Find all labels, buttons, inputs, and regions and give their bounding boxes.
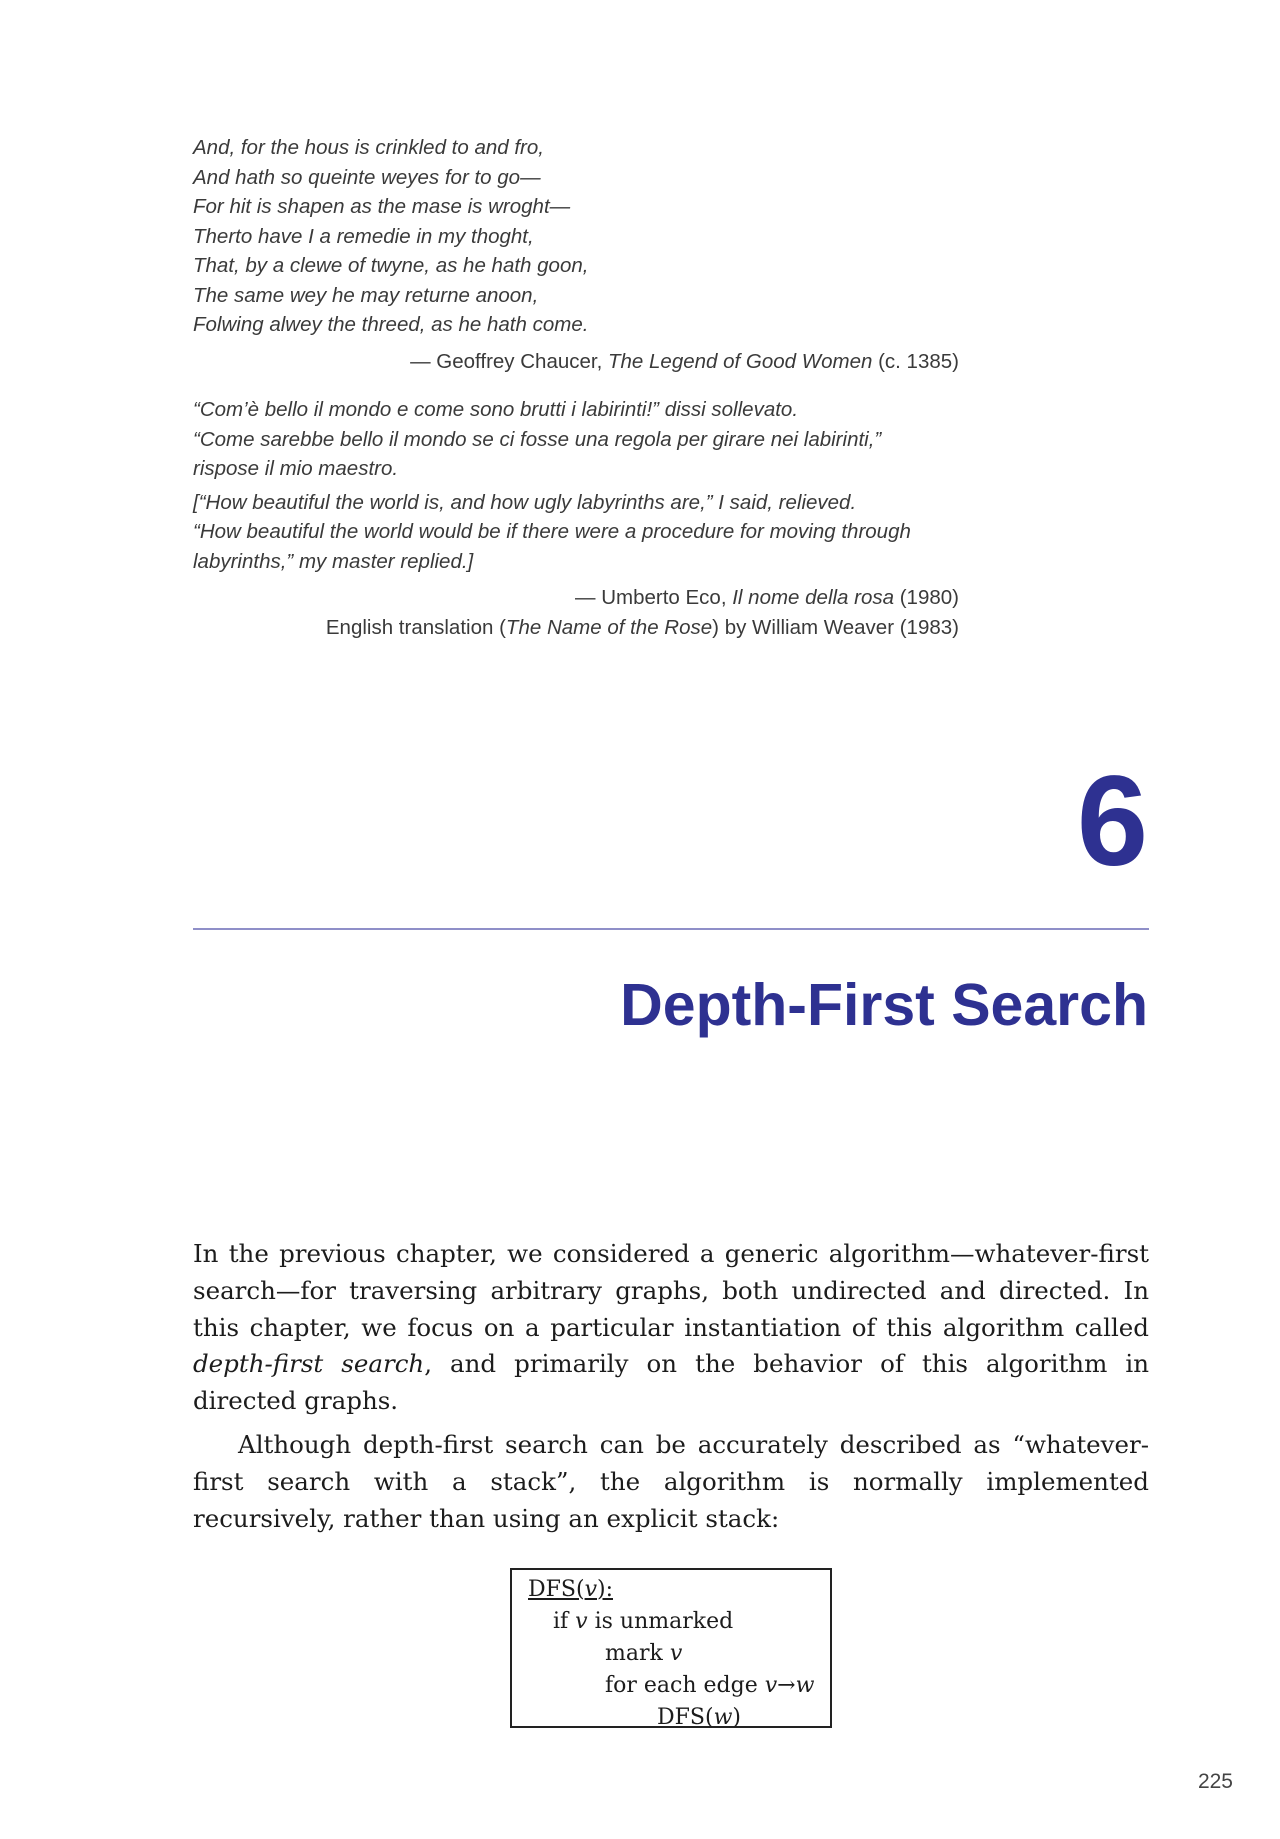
epigraph-line: And, for the hous is crinkled to and fro, — [193, 136, 544, 159]
epigraph-line: And hath so queinte weyes for to go— — [193, 165, 541, 189]
paragraph-text: In the previous chapter, we considered a generic algorithm—whatever-first search—for traversing arbitrary graphs, both undirected and directed. In this chapter, we focus on a particular instantiation of this algorithm called — [193, 1239, 1149, 1342]
epigraph-line: [“How beautiful the world is, and how ugly labyrinths are,” I said, relieved. — [193, 490, 857, 514]
attribution-author: — Umberto Eco, — [575, 586, 733, 609]
epigraph-line: “How beautiful the world would be if there were a procedure for moving through — [193, 520, 911, 543]
emphasized-term: depth-first search — [193, 1349, 425, 1379]
code-variable: w — [713, 1705, 733, 1730]
code-variable: v — [669, 1641, 683, 1666]
attribution-prefix: English translation ( — [325, 615, 506, 639]
code-text: mark — [605, 1641, 670, 1666]
attribution-work-title: Il nome della rosa — [732, 586, 895, 609]
epigraph-line: “Come sarebbe bello il mondo se ci fosse una regola per girare nei labirinti,” — [193, 427, 882, 451]
epigraph-eco — [193, 395, 959, 642]
code-variable: v→w — [764, 1673, 815, 1698]
epigraph-line: labyrinths,” my master replied.] — [193, 549, 474, 573]
code-text: ) — [732, 1705, 741, 1730]
epigraph-line: The same wey he may returne anoon, — [193, 283, 539, 307]
code-text: for each edge — [605, 1673, 765, 1698]
code-text: DFS( — [657, 1705, 714, 1730]
page-number: 225 — [1197, 1770, 1233, 1793]
epigraph-attribution — [193, 583, 959, 613]
epigraph-line: “Com’è bello il mondo e come sono brutti i labirinti!” dissi sollevato. — [193, 398, 799, 421]
pseudocode-line — [605, 1638, 682, 1670]
code-variable: v — [575, 1609, 588, 1634]
dfs-pseudocode-box — [510, 1568, 832, 1728]
attribution-date: (c. 1385) — [872, 349, 959, 373]
pseudocode-header — [528, 1574, 613, 1606]
attribution-author: — Geoffrey Chaucer, — [410, 349, 608, 373]
code-variable: v — [584, 1577, 597, 1602]
pseudocode-line — [657, 1702, 741, 1734]
epigraph-line: rispose il mio maestro. — [193, 457, 399, 480]
code-text: is unmarked — [587, 1609, 734, 1634]
epigraph-line: Folwing alwey the threed, as he hath come. — [193, 313, 589, 336]
epigraph-line: For hit is shapen as the mase is wroght— — [193, 195, 571, 218]
attribution-work-title: The Name of the Rose — [505, 615, 713, 639]
chapter-number: 6 — [1076, 750, 1148, 893]
chapter-intro-text — [193, 1236, 1149, 1537]
epigraph-translation-attribution — [193, 613, 959, 643]
epigraph-attribution — [193, 347, 959, 377]
attribution-date: (1980) — [894, 586, 959, 609]
epigraph-line: Therto have I a remedie in my thoght, — [193, 224, 534, 248]
pseudocode-line — [553, 1606, 733, 1638]
chapter-title: Depth-First Search — [620, 972, 1148, 1038]
code-text: ): — [597, 1577, 613, 1602]
chapter-divider — [193, 928, 1149, 930]
attribution-translator: ) by William Weaver (1983) — [712, 615, 959, 639]
paragraph-text: , and primarily on the behavior of this algorithm in directed graphs. — [193, 1349, 1149, 1416]
code-text: if — [553, 1609, 576, 1634]
code-text: DFS( — [528, 1577, 585, 1602]
paragraph: Although depth-first search can be accurately described as “whatever-first search with a stack”, the algorithm is normally implemented recursively, rather than using an explicit stack: — [193, 1429, 1149, 1533]
paragraph — [193, 1236, 1149, 1420]
epigraph-chaucer — [193, 133, 959, 376]
attribution-work-title: The Legend of Good Women — [608, 349, 873, 373]
pseudocode-line — [605, 1670, 814, 1702]
epigraph-line: That, by a clewe of twyne, as he hath goon, — [193, 254, 589, 277]
